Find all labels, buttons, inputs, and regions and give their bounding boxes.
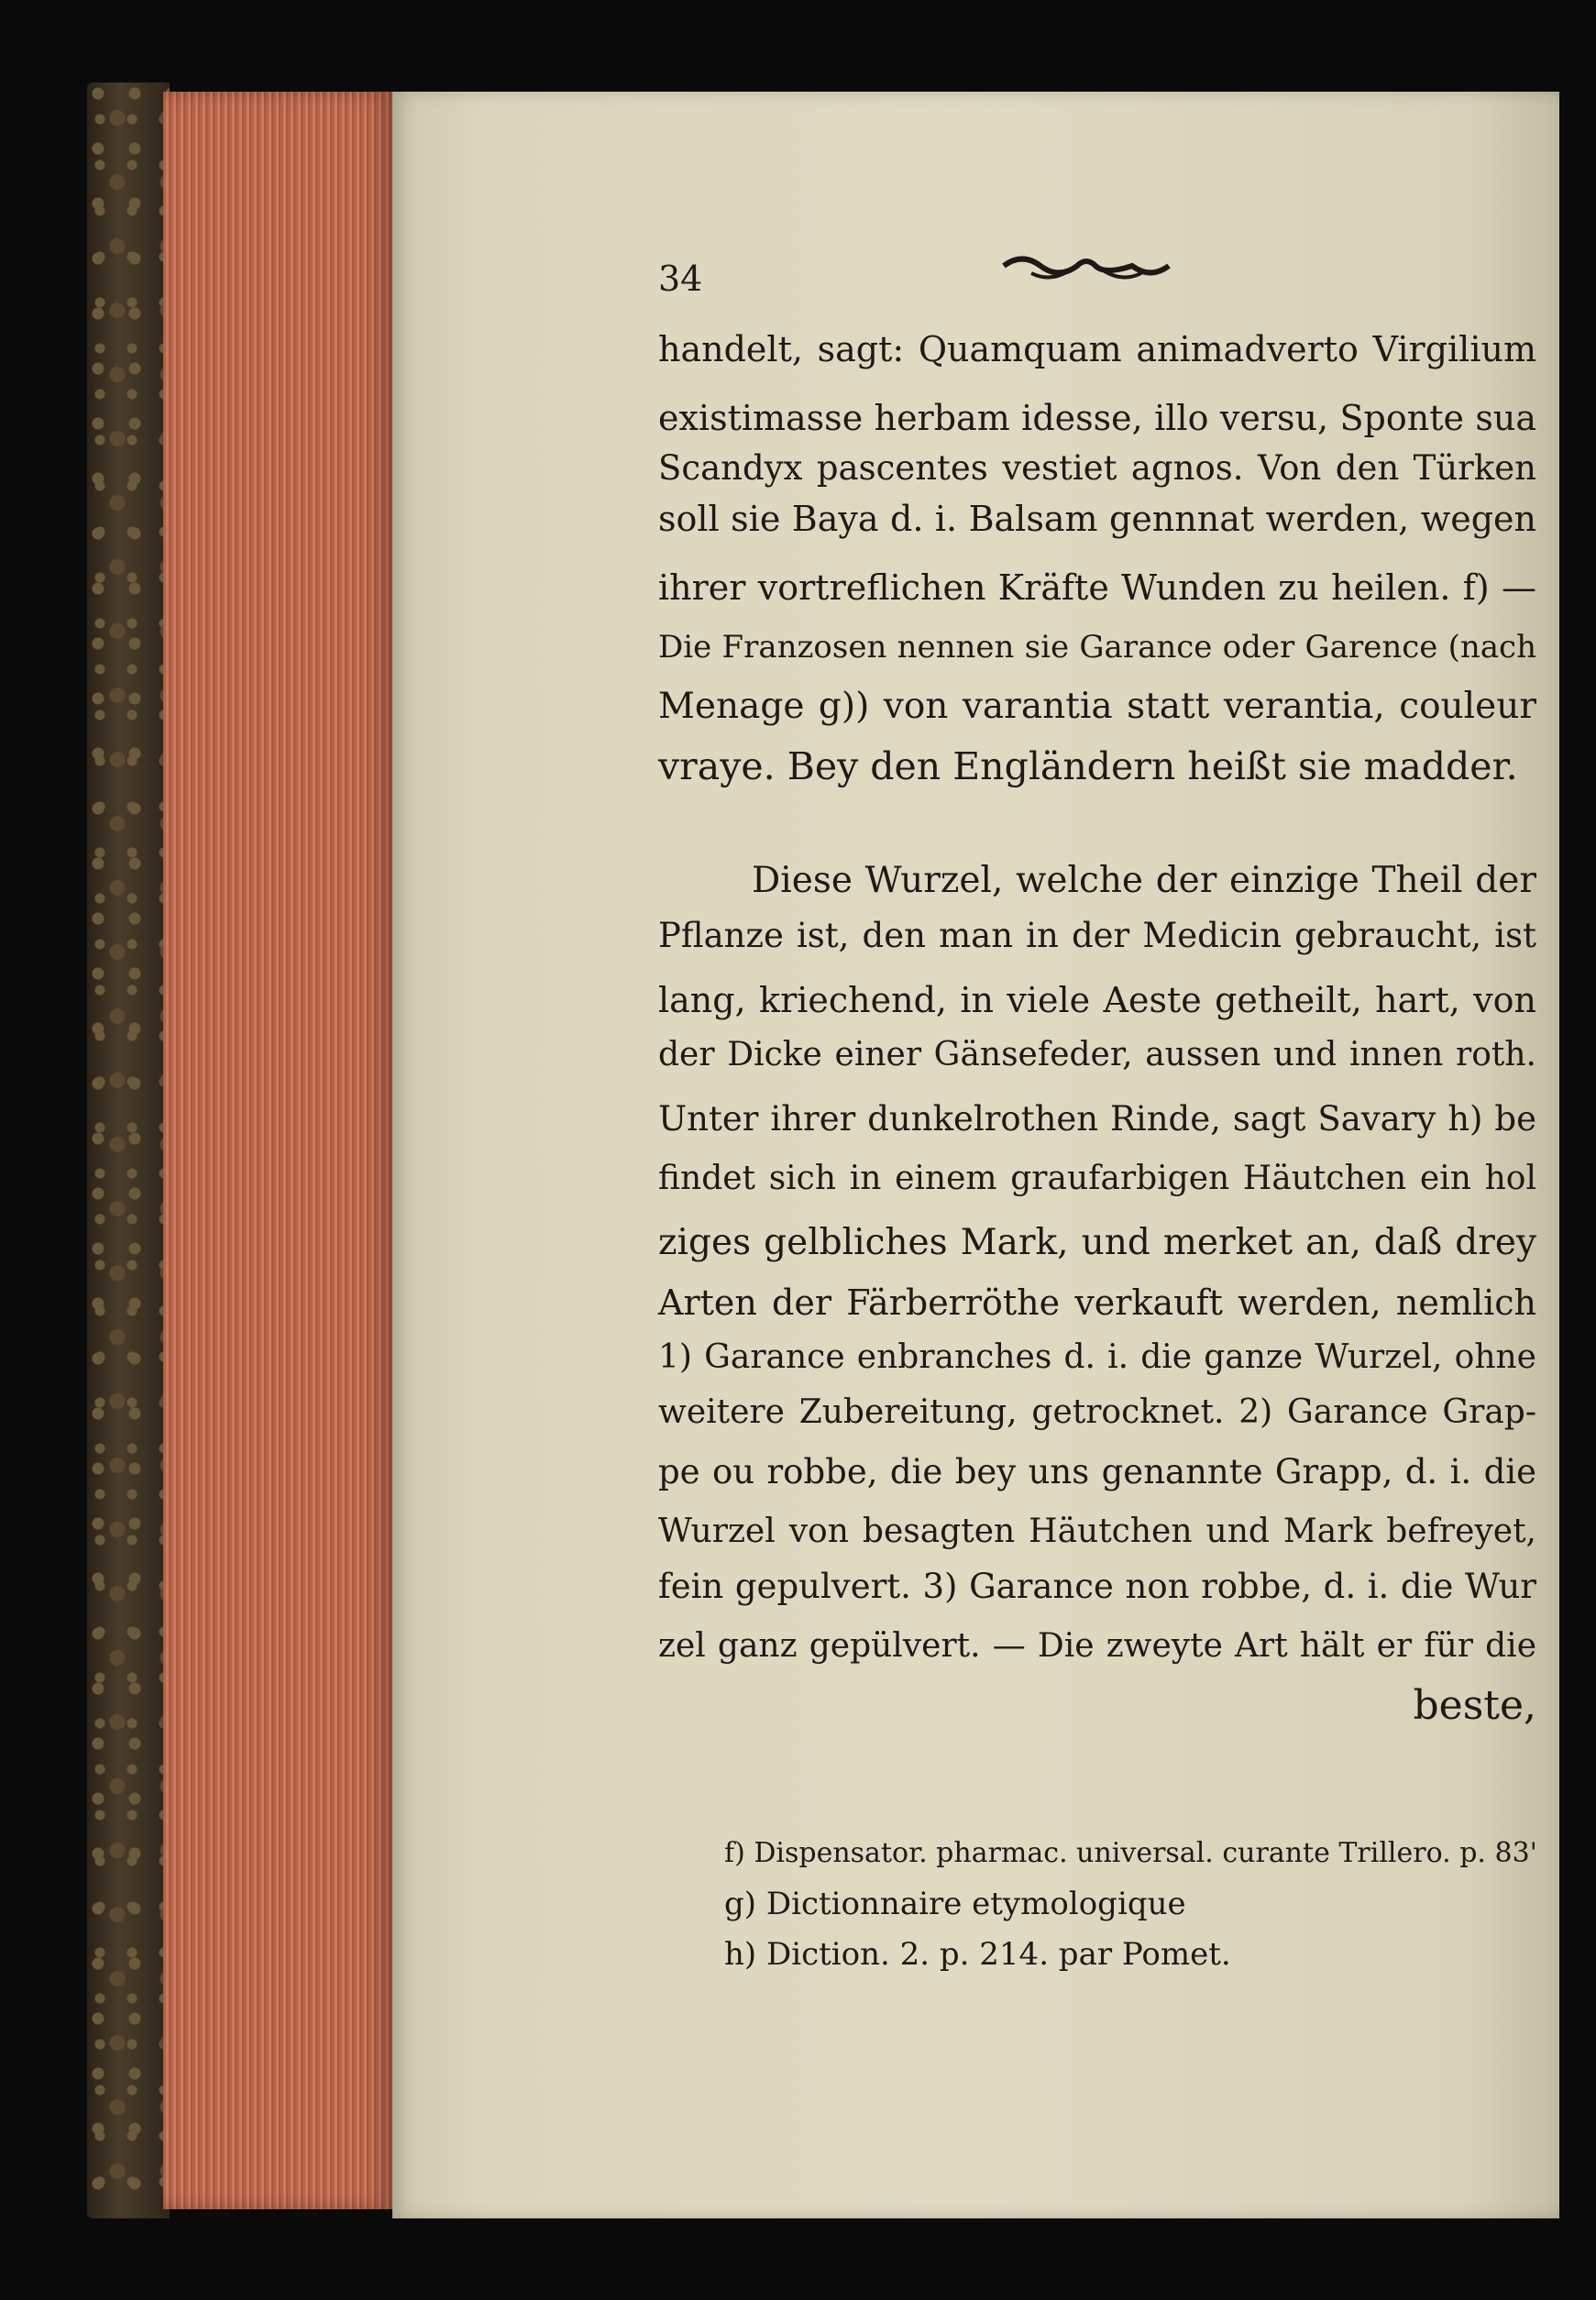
text-line: Die Franzosen nennen sie Garance oder Garence (nach	[658, 629, 1536, 666]
text-line: zel ganz gepülvert. — Die zweyte Art hält er für die	[658, 1627, 1536, 1665]
text-line: existimasse herbam idesse, illo versu, Sponte sua	[658, 398, 1536, 438]
page-edges	[163, 92, 392, 2209]
text-line: vraye. Bey den Engländern heißt sie madder.	[658, 744, 1518, 788]
text-line: Pflanze ist, den man in der Medicin gebraucht, ist	[658, 916, 1536, 955]
footnote: g) Dictionnaire etymologique	[724, 1886, 1186, 1922]
text-line: Arten der Färberröthe verkauft werden, nemlich	[658, 1282, 1536, 1323]
book-cover	[87, 83, 170, 2218]
text-line: handelt, sagt: Quamquam animadverto Virgilium	[658, 329, 1536, 369]
text-line: soll sie Baya d. i. Balsam gennnat werden, wegen	[658, 499, 1536, 539]
text-line: Menage g)) von varantia statt verantia, couleur	[658, 686, 1536, 727]
text-line: weitere Zubereitung, getrocknet. 2) Garance Grap-	[658, 1393, 1536, 1431]
text-line: ziges gelbliches Mark, und merket an, daß drey	[658, 1222, 1536, 1263]
text-line: Unter ihrer dunkelrothen Rinde, sagt Savary h) be	[658, 1099, 1536, 1139]
text-line: Diese Wurzel, welche der einzige Theil der	[752, 860, 1536, 901]
text-line: fein gepulvert. 3) Garance non robbe, d. i. die Wur	[658, 1567, 1536, 1606]
text-line: Wurzel von besagten Häutchen und Mark befreyet,	[658, 1513, 1536, 1550]
text-line: pe ou robbe, die bey uns genannte Grapp, d. i. die	[658, 1452, 1536, 1491]
text-line: findet sich in einem graufarbigen Häutchen ein hol	[658, 1160, 1536, 1197]
text-line: lang, kriechend, in viele Aeste getheilt, hart, von	[658, 980, 1536, 1020]
footnote: h) Diction. 2. p. 214. par Pomet.	[724, 1936, 1231, 1973]
catchword: beste,	[1413, 1682, 1536, 1729]
page-number: 34	[658, 259, 703, 299]
ornament-icon	[995, 248, 1178, 284]
text-line: 1) Garance enbranches d. i. die ganze Wurzel, ohne	[658, 1338, 1536, 1376]
footnote: f) Dispensator. pharmac. universal. curante Trillero. p. 83'	[724, 1837, 1537, 1869]
text-line: ihrer vortreflichen Kräfte Wunden zu heilen. f) —	[658, 567, 1536, 608]
text-line: Scandyx pascentes vestiet agnos. Von den Türken	[658, 448, 1536, 488]
text-line: der Dicke einer Gänsefeder, aussen und innen roth.	[658, 1036, 1536, 1073]
